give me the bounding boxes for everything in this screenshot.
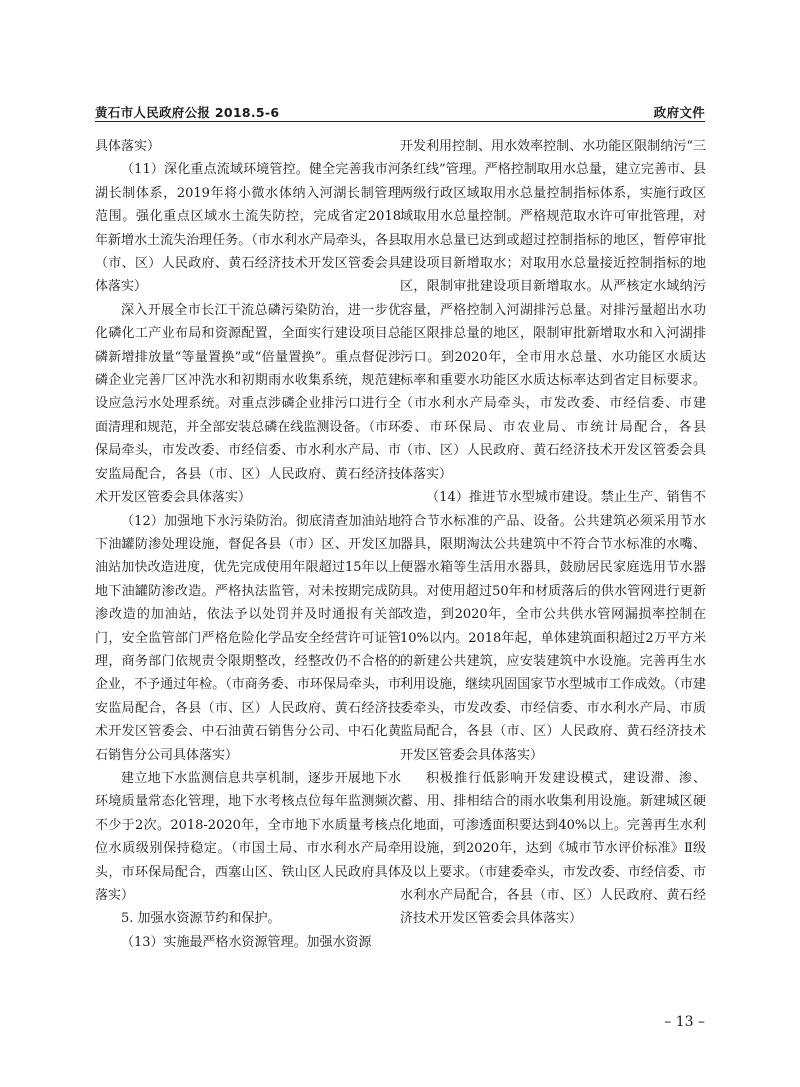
paragraph: （11）深化重点流域环境管控。健全完善我市河湖长制体系，2019年将小微水体纳入河湖长制管理范围。强化重点区域水土流失防控，完成省定2018年新增水土流失治理任务。（市水利水产局牵头，各县（市、区）人民政府、黄石经济技术开发区管委会具体落实） xyxy=(95,162,401,295)
paragraph: （14）推进节水型城市建设。禁止生产、销售不符合节水标准的产品、设备。公共建筑必须采用节水器具，限期淘汰公共建筑中不符合节水标准的水嘴、便器水箱等生活用水器具，鼓励居民家庭选用节水器具。对使用超过50年和材质落后的供水管网进行更新改造，到2020年，全市公共供水管网漏损率控制在10%以内。2018年起，单体建筑面积超过2万平方米的新建公共建筑，应安装建筑中水设施。完善再生水利用设施，继续巩固国家节水型城市工作成效。（市建委牵头，市发改委、市经信委、市水利水产局、市质监局配合，各县（市、区）人民政府、黄石经济技术开发区管委会具体落实） xyxy=(400,490,706,763)
paragraph: 开发利用控制、用水效率控制、水功能区限制纳污“三条红线”管理。严格控制取用水总量，建立完善市、县两级行政区域取用水总量控制指标体系，实施行政区域取用水总量控制。严格规范取水许可审批管理，对取用水总量已达到或超过控制指标的地区，暂停审批建设项目新增取水；对取用水总量接近控制指标的地区，限制审批建设项目新增取水。从严核定水域纳污容量，严格控制入河湖排污总量。对排污量超出水功能区限排总量的地区，限制审批新增取水和入河湖排污口。到2020年，全市用水总量、水功能区水质达标率和重要水功能区水质达标率达到省定目标要求。（市水利水产局牵头，市发改委、市经信委、市建委、市环保局、市农业局、市统计局配合，各县（市、区）人民政府、黄石经济技术开发区管委会具体落实） xyxy=(400,139,706,482)
right-column xyxy=(400,135,706,931)
header-rule xyxy=(95,121,705,122)
bulletin-header-section: 政府文件 xyxy=(653,105,705,120)
section-heading: 5. 加强水资源节约和保护。 xyxy=(121,911,281,927)
bulletin-header-title: 黄石市人民政府公报 2018.5-6 xyxy=(95,105,280,120)
paragraph: （12）加强地下水污染防治。彻底清查加油站地下油罐防渗处理设施，督促各县（市）区、开发区加油站加快改造进度，优先完成使用年限超过15年以上地下油罐防渗改造。严格执法监管，对未按期完成防渗改造的加油站，依法予以处罚并及时通报有关部门，安全监管部门严格危险化学品安全经营许可证管理，商务部门依规责令限期整改，经整改仍不合格的企业，不予通过年检。（市商务委、市环保局牵头，市安监局配合，各县（市、区）人民政府、黄石经济技术开发区管委会、中石油黄石销售分公司、中石化黄石销售分公司具体落实） xyxy=(95,513,401,763)
page-number: – 13 – xyxy=(664,1014,705,1030)
paragraph: 具体落实） xyxy=(95,139,161,154)
paragraph: 积极推行低影响开发建设模式，建设滞、渗、蓄、用、排相结合的雨水收集利用设施。新建城区硬化地面，可渗透面积要达到40%以上。完善再生水利用设施，到2020年，达到《城市节水评价标准》Ⅱ级及以上要求。（市建委牵头，市发改委、市经信委、市水利水产局配合，各县（市、区）人民政府、黄石经济技术开发区管委会具体落实） xyxy=(400,770,706,927)
left-column xyxy=(95,135,401,954)
paragraph: 建立地下水监测信息共享机制，逐步开展地下水环境质量常态化管理，地下水考核点位每年监测频次不少于2次。2018-2020年，全市地下水质量考核点位水质级别保持稳定。（市国土局、市水利水产局牵头，市环保局配合，西塞山区、铁山区人民政府具体落实） xyxy=(95,770,401,903)
paragraph: 深入开展全市长江干流总磷污染防治，进一步优化磷化工产业布局和资源配置，全面实行建设项目总磷新增排放量“等量置换”或“倍量置换”。重点督促涉磷企业完善厂区冲洗水和初期雨水收集系统，规范建设应急污水处理系统。对重点涉磷企业排污口进行全面清理和规范，并全部安装总磷在线监测设备。（市环保局牵头，市发改委、市经信委、市水利水产局、市安监局配合，各县（市、区）人民政府、黄石经济技术开发区管委会具体落实） xyxy=(95,302,401,506)
paragraph: （13）实施最严格水资源管理。加强水资源 xyxy=(121,934,372,950)
